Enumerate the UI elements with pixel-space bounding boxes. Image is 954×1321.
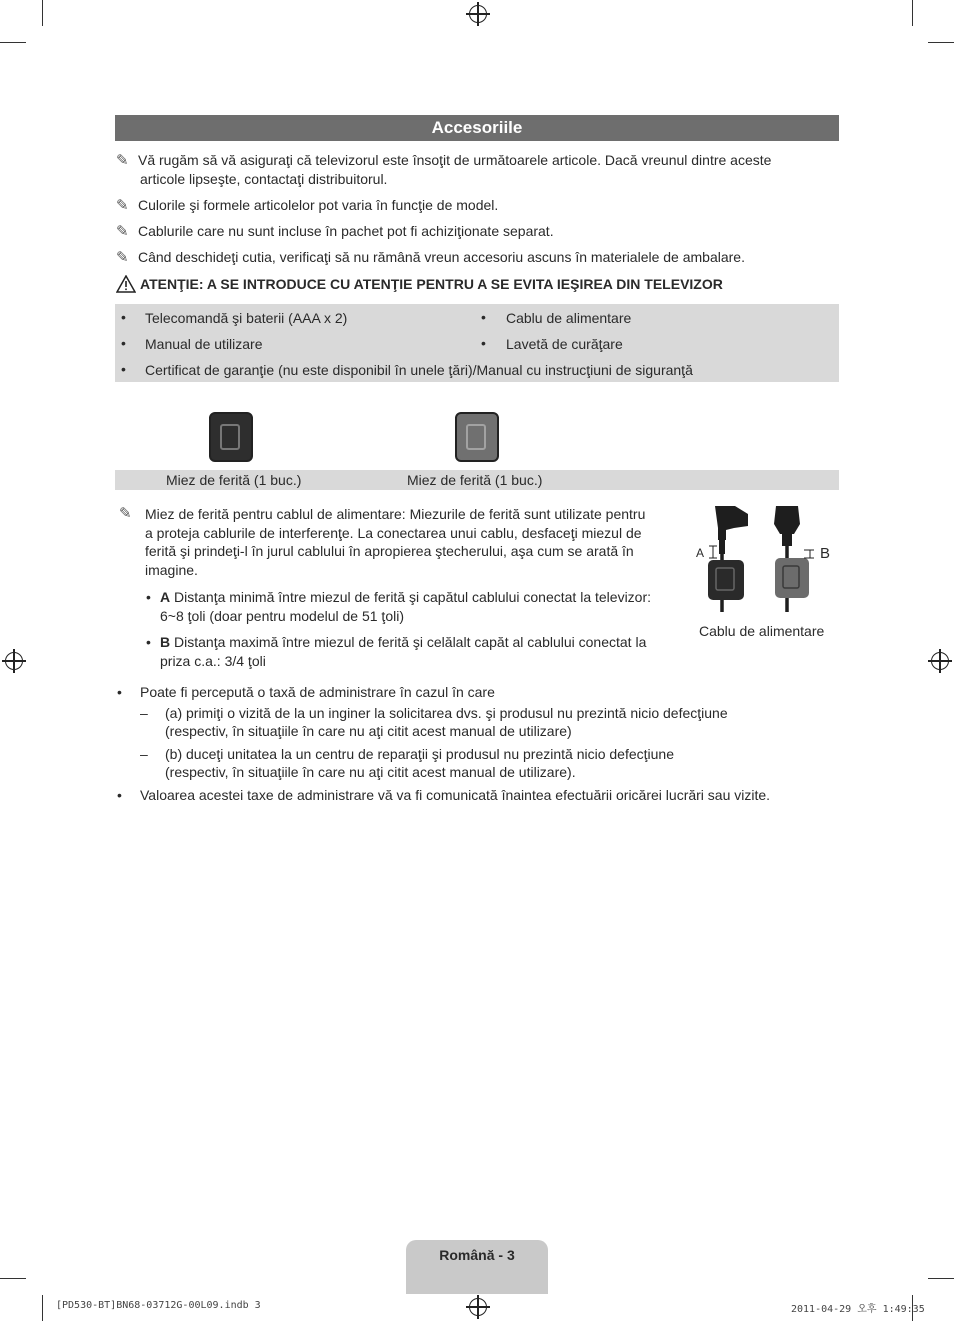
fee-case-a: (a) primiţi o vizită de la un inginer la solicitarea dvs. şi produsul nu prezintă nicio defecţiune (165, 705, 728, 721)
registration-mark-icon (5, 652, 23, 670)
bullet: • (121, 309, 126, 325)
accessory-item: Manual de utilizare (145, 336, 263, 352)
note-item (116, 222, 816, 241)
figure-caption: Cablu de alimentare (699, 623, 825, 639)
ferrite-note (119, 505, 679, 579)
bullet: • (481, 309, 486, 325)
note-text: articole lipseşte, contactaţi distribuitorul. (140, 171, 388, 187)
pencil-note-icon: ✎ (119, 505, 132, 522)
note-text: Când deschideţi cutia, verificaţi să nu rămână vreun accesoriu ascuns în materialele de ambalare. (138, 249, 745, 265)
figure-label-b: B (820, 545, 831, 562)
figure-label-a: A (696, 546, 705, 560)
ferrite-caption: Miez de ferită (1 buc.) (166, 472, 302, 488)
dash: – (140, 746, 148, 762)
crop-mark (0, 1278, 26, 1279)
ferrite-note-line: imagine. (145, 561, 198, 578)
note-text: Vă rugăm să vă asiguraţi că televizorul este însoţit de următoarele articole. Dacă vreunul dintre aceste (138, 152, 772, 168)
accessory-item: Lavetă de curăţare (506, 336, 623, 352)
crop-mark (912, 0, 913, 26)
bullet: • (121, 335, 126, 351)
pencil-note-icon: ✎ (116, 223, 129, 240)
crop-mark (0, 42, 26, 43)
bullet: • (117, 684, 122, 700)
fee-final: Valoarea acestei taxe de administrare vă va fi comunicată înaintea efectuării oricărei lucrări sau vizite. (140, 787, 771, 803)
ferrite-core-black-image (209, 412, 253, 462)
caution-text: ATENŢIE: A SE INTRODUCE CU ATENŢIE PENTRU A SE EVITA IEŞIREA DIN TELEVIZOR (140, 276, 723, 292)
distance-a-text: Distanţa minimă între miezul de ferită şi capătul cablului conectat la televizor: (174, 589, 652, 605)
warning-triangle-icon (116, 275, 136, 293)
label-a: A (160, 589, 171, 605)
ferrite-note-line: ferită şi prindeţi-l în jurul cablului în apropierea ştecherului, aşa cum se arată în (145, 543, 634, 559)
imprint-left: [PD530-BT]BN68-03712G-00L09.indb 3 (56, 1300, 261, 1311)
section-title: Accesoriile (115, 115, 839, 141)
registration-mark-icon (469, 1298, 487, 1316)
registration-mark-icon (469, 5, 487, 23)
fee-case-b: (b) duceţi unitatea la un centru de reparaţii şi produsul nu prezintă nicio defecţiune (165, 746, 674, 762)
ferrite-core-gray-image (455, 412, 499, 462)
page-number-tab (406, 1240, 548, 1294)
crop-mark (42, 0, 43, 26)
ferrite-note-line: a proteja cablurile de interferenţe. La conectarea unui cablu, desfaceţi miezul de (145, 524, 642, 541)
crop-mark (928, 1278, 954, 1279)
note-text: Culorile şi formele articolelor pot varia în funcţie de model. (138, 197, 499, 213)
distance-a-text: 6~8 ţoli (doar pentru modelul de 51 ţoli) (160, 607, 404, 624)
bullet: • (117, 787, 122, 803)
note-item (116, 151, 816, 189)
fee-intro: Poate fi percepută o taxă de administrare în cazul în care (140, 684, 495, 700)
crop-mark (928, 42, 954, 43)
bullet: • (146, 634, 151, 650)
accessory-item: Certificat de garanţie (nu este disponibil în unele ţări)/Manual cu instrucţiuni de siguranţă (145, 362, 693, 378)
ferrite-note-line: Miez de ferită pentru cablul de alimentare: Miezurile de ferită sunt utilizate pentru (145, 506, 646, 522)
accessory-item: Cablu de alimentare (506, 310, 632, 326)
bullet: • (121, 361, 126, 377)
page-number: Română - 3 (439, 1247, 515, 1263)
ferrite-caption-bar (115, 470, 839, 490)
ferrite-caption: Miez de ferită (1 buc.) (407, 472, 543, 488)
note-item (116, 196, 816, 215)
crop-mark (42, 1295, 43, 1321)
registration-mark-icon (931, 652, 949, 670)
accessory-item: Telecomandă şi baterii (AAA x 2) (145, 310, 348, 326)
pencil-note-icon: ✎ (116, 249, 129, 266)
distance-b-item (146, 633, 686, 670)
bullet: • (146, 589, 151, 605)
pencil-note-icon: ✎ (116, 197, 129, 214)
power-cable-figure (690, 500, 840, 618)
distance-b-text: Distanţa maximă între miezul de ferită şi celălalt capăt al cablului conectat la (174, 634, 647, 650)
fee-case-a: (respectiv, în situaţiile în care nu aţi citit acest manual de utilizare) (165, 723, 572, 739)
note-text: Cablurile care nu sunt incluse în pachet pot fi achiziţionate separat. (138, 223, 554, 239)
fee-case-b: (respectiv, în situaţiile în care nu aţi citit acest manual de utilizare). (165, 764, 576, 780)
dash: – (140, 705, 148, 721)
note-item (116, 248, 816, 267)
pencil-note-icon: ✎ (116, 152, 129, 169)
distance-a-item (146, 588, 686, 625)
distance-b-text: priza c.a.: 3/4 ţoli (160, 652, 266, 669)
accessories-list (115, 304, 839, 382)
label-b: B (160, 634, 171, 650)
bullet: • (481, 335, 486, 351)
imprint-right: 2011-04-29 오후 1:49:35 (791, 1304, 925, 1315)
